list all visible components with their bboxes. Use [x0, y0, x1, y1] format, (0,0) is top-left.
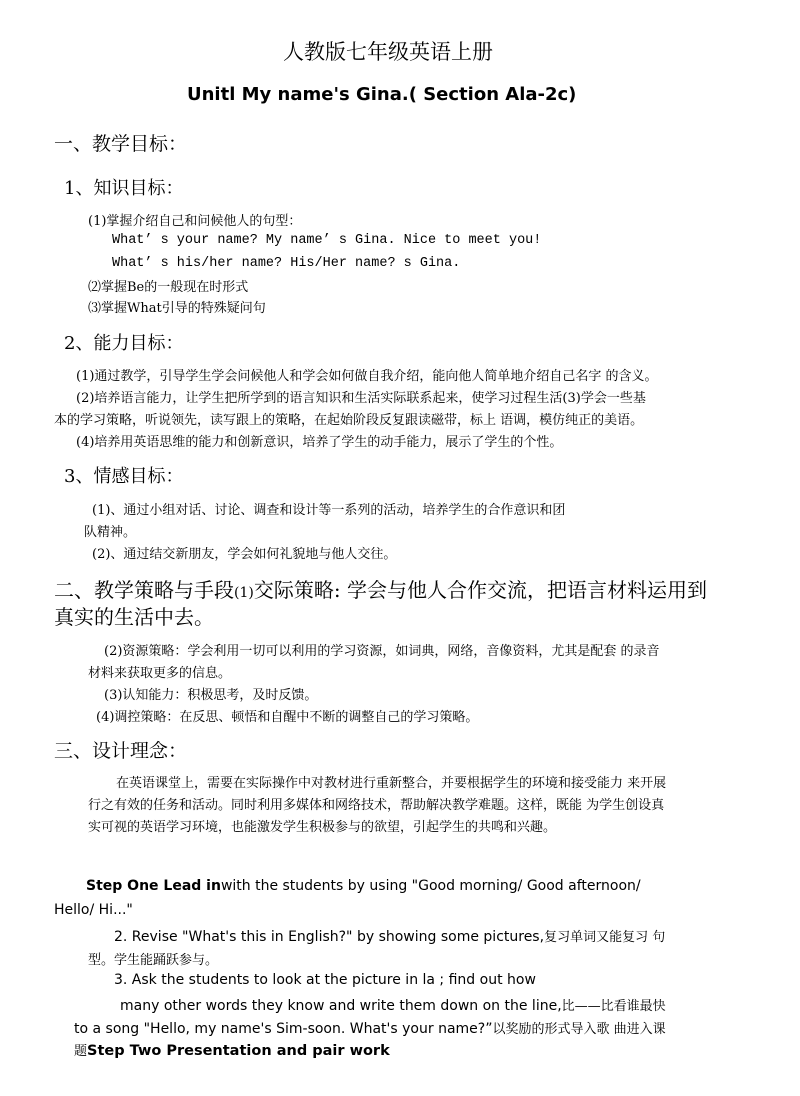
step-item-3-english: many other words they know and write them down on the line,	[120, 998, 562, 1014]
step-one-text: with the students by using "Good morning/ Good afternoon/	[220, 878, 641, 894]
ability-heading: 2、能力目标：	[64, 333, 184, 354]
section-3-heading: 三、设计理念：	[54, 740, 188, 762]
ability-item-2-line2: 本的学习策略，听说领先，读写跟上的策略，在起始阶段反复跟读磁带，标上 语调，模仿纯正的美语。	[54, 413, 644, 428]
ability-item-2-line1: (2)培养语言能力，让学生把所学到的语言知识和生活实际联系起来，使学习过程生活(3)学会一些基	[76, 391, 646, 406]
emotion-item-2: (2)、通过结交新朋友，学会如何礼貌地与他人交往。	[92, 547, 397, 562]
example-sentence-1: What’ s your name? My name’ s Gina. Nice to meet you!	[112, 233, 542, 248]
emotion-item-1-line2: 队精神。	[84, 525, 137, 540]
knowledge-item-2: ⑵掌握Be的一般现在时形式	[88, 280, 249, 295]
knowledge-item-3: ⑶掌握What引导的特殊疑问句	[88, 301, 266, 316]
step-item-2-english: 2. Revise "What's this in English?" by showing some pictures,	[114, 929, 545, 945]
section-2-heading-part-c: 交际策略: 学会与他人合作交流，把语言材料运用到	[253, 578, 707, 602]
emotion-item-1-line1: (1)、通过小组对话、讨论、调查和设计等一系列的活动，培养学生的合作意识和团	[92, 503, 566, 518]
section-2-heading-part-b: (1)	[234, 585, 254, 601]
document-title: 人教版七年级英语上册	[283, 40, 493, 64]
section-2-heading-line2: 真实的生活中去。	[54, 605, 214, 629]
step-item-3-line3	[74, 1018, 666, 1038]
section-2-heading-part-a: 二、教学策略与手段	[54, 578, 234, 602]
strategy-item-2-line1: (2)资源策略：学会利用一切可以利用的学习资源，如词典，网络，音像资料，尤其是配套 的录音	[104, 644, 660, 659]
design-concept-line3: 实可视的英语学习环境，也能激发学生积极参与的欲望，引起学生的共鸣和兴趣。	[88, 820, 557, 835]
strategy-item-4: (4)调控策略：在反思、顿悟和自醒中不断的调整自己的学习策略。	[96, 710, 479, 725]
step-one-line1	[86, 878, 641, 894]
ability-item-1: (1)通过教学，引导学生学会问候他人和学会如何做自我介绍，能向他人简单地介绍自己名字 的含义。	[76, 369, 658, 384]
step-item-2-line2: 型。学生能踊跃参与。	[88, 953, 219, 968]
step-item-3-line2	[120, 995, 666, 1015]
document-subtitle: Unitl My name's Gina.( Section Ala-2c)	[187, 84, 577, 105]
step-item-2-chinese: 复习单词又能复习 句	[544, 930, 666, 945]
section-1-heading: 一、教学目标：	[54, 133, 188, 155]
strategy-item-2-line2: 材料来获取更多的信息。	[88, 666, 232, 681]
step-one-heading: Step One Lead in	[86, 878, 221, 894]
step-one-line2: Hello/ Hi..."	[54, 902, 133, 918]
step-two-line	[74, 1040, 390, 1060]
knowledge-heading: 1、知识目标：	[64, 178, 184, 199]
song-line-chinese: 以奖励的形式导入歌 曲进入课	[492, 1022, 666, 1037]
ability-item-3: (4)培养用英语思维的能力和创新意识，培养了学生的动手能力，展示了学生的个性。	[76, 435, 563, 450]
knowledge-item-1: (1)掌握介绍自己和问候他人的句型：	[88, 214, 302, 229]
design-concept-line2: 行之有效的任务和活动。同时利用多媒体和网络技术，帮助解决教学难题。这样，既能 为学生创设真	[88, 798, 665, 813]
step-two-prefix: 题	[74, 1044, 88, 1059]
strategy-item-3: (3)认知能力：积极思考，及时反馈。	[104, 688, 318, 703]
emotion-heading: 3、情感目标：	[64, 466, 184, 487]
step-item-3-line1: 3. Ask the students to look at the picture in la ; find out how	[114, 972, 536, 988]
section-2-heading-line1	[54, 574, 707, 603]
step-two-heading: Step Two Presentation and pair work	[87, 1043, 390, 1059]
design-concept-line1: 在英语课堂上，需要在实际操作中对教材进行重新整合，并要根据学生的环境和接受能力 来开展	[116, 776, 667, 791]
song-line-english: to a song "Hello, my name's Sim-soon. What's your name?”	[74, 1021, 493, 1037]
step-item-3-chinese: 比——比看谁最快	[561, 999, 666, 1014]
example-sentence-2: What’ s his/her name? His/Her name? s Gina.	[112, 256, 461, 271]
step-item-2-line1	[114, 926, 665, 946]
